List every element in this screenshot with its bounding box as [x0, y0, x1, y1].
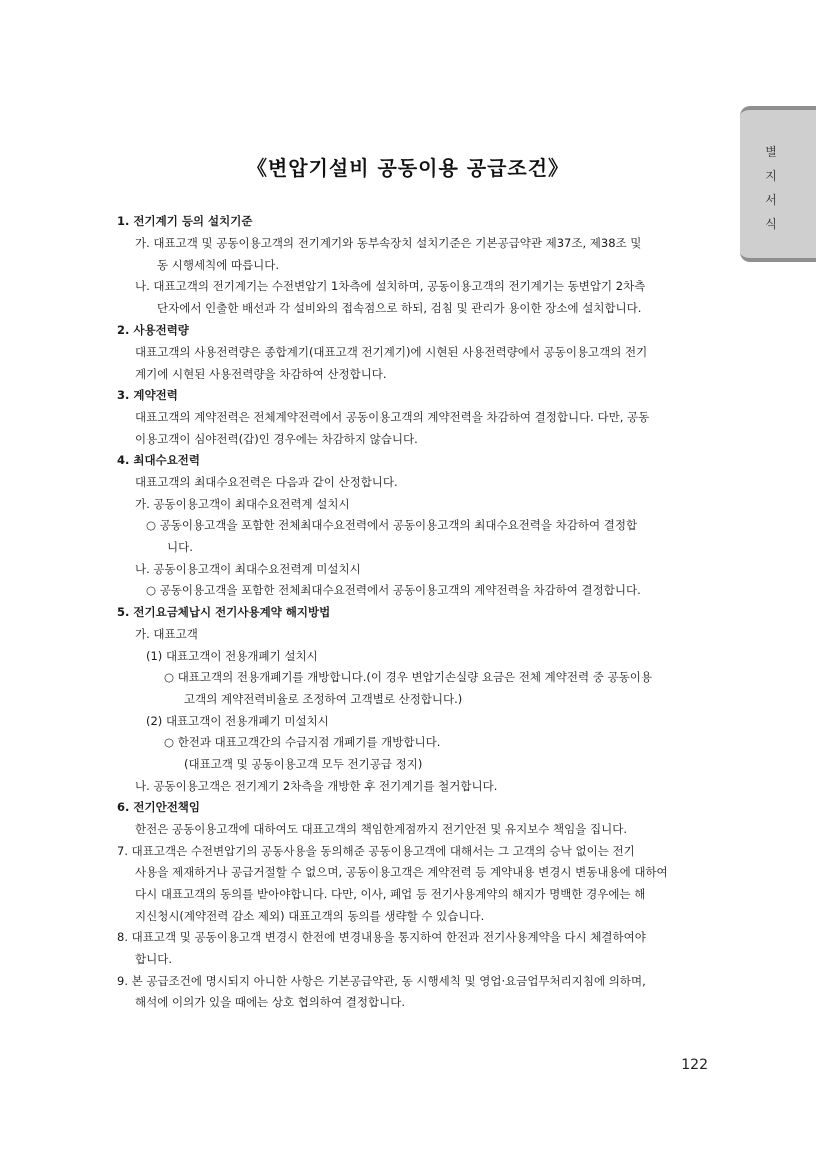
body-line: 다시 대표고객의 동의를 받아야합니다. 다만, 이사, 폐업 등 전기사용계약의 해지가 명백한 경우에는 해: [135, 887, 646, 901]
body-line: 사용을 제재하거나 공급거절할 수 없으며, 공동이용고객은 계약전력 등 계약내용 변경시 변동내용에 대하여: [135, 865, 668, 879]
side-tab-char: 지: [765, 169, 777, 183]
body-line: ○ 공동이용고객을 포함한 전체최대수요전력에서 공동이용고객의 최대수요전력을 차감하여 결정합: [146, 518, 638, 532]
body-line: 9. 본 공급조건에 명시되지 아니한 사항은 기본공급약관, 동 시행세칙 및 영업·요금업무처리지침에 의하며,: [117, 974, 646, 988]
body-line: 니다.: [167, 540, 193, 554]
body-line: 동 시행세칙에 따릅니다.: [157, 258, 280, 272]
side-tab-char: 식: [765, 217, 777, 231]
body-line: 대표고객의 최대수요전력은 다음과 같이 산정합니다.: [135, 475, 398, 489]
side-tab-char: 서: [765, 193, 777, 207]
body-line: 해석에 이의가 있을 때에는 상호 협의하여 결정합니다.: [135, 995, 405, 1009]
section-heading: 3. 계약전력: [117, 388, 178, 402]
body-line: 가. 공동이용고객이 최대수요전력계 설치시: [135, 497, 350, 511]
body-line: 나. 공동이용고객은 전기계기 2차측을 개방한 후 전기계기를 철거합니다.: [135, 779, 498, 793]
body-line: 합니다.: [135, 952, 172, 966]
body-line: ○ 한전과 대표고객간의 수급지점 개폐기를 개방합니다.: [164, 735, 441, 749]
body-line: 지신청시(계약전력 감소 제외) 대표고객의 동의를 생략할 수 있습니다.: [135, 909, 485, 923]
body-line: 단자에서 인출한 배선과 각 설비와의 접속점으로 하되, 검침 및 관리가 용이한 장소에 설치합니다.: [157, 301, 642, 315]
body-line: (1) 대표고객이 전용개폐기 설치시: [146, 649, 318, 663]
body-line: 8. 대표고객 및 공동이용고객 변경시 한전에 변경내용을 통지하여 한전과 전기사용계약을 다시 체결하여야: [117, 930, 646, 944]
body-line: 나. 대표고객의 전기계기는 수전변압기 1차측에 설치하며, 공동이용고객의 전기계기는 동변압기 2차측: [135, 279, 646, 293]
body-line: 한전은 공동이용고객에 대하여도 대표고객의 책임한계점까지 전기안전 및 유지보수 책임을 집니다.: [135, 822, 628, 836]
body-line: (2) 대표고객이 전용개폐기 미설치시: [146, 714, 329, 728]
section-heading: 1. 전기계기 등의 설치기준: [117, 214, 253, 228]
body-line: 이용고객이 심야전력(갑)인 경우에는 차감하지 않습니다.: [135, 432, 418, 446]
section-heading: 2. 사용전력량: [117, 323, 189, 337]
body-line: 고객의 계약전력비율로 조정하여 고객별로 산정합니다.): [184, 692, 463, 706]
body-line: (대표고객 및 공동이용고객 모두 전기공급 정지): [184, 757, 423, 771]
section-heading: 5. 전기요금체납시 전기사용계약 해지방법: [117, 605, 331, 619]
body-line: 가. 대표고객 및 공동이용고객의 전기계기와 동부속장치 설치기준은 기본공급약관 제37조, 제38조 및: [135, 236, 642, 250]
body-line: 가. 대표고객: [135, 627, 198, 641]
body-line: 나. 공동이용고객이 최대수요전력계 미설치시: [135, 562, 361, 576]
section-heading: 4. 최대수요전력: [117, 453, 201, 467]
body-line: ○ 공동이용고객을 포함한 전체최대수요전력에서 공동이용고객의 계약전력을 차감하여 결정합니다.: [146, 583, 641, 597]
body-line: 7. 대표고객은 수전변압기의 공동사용을 동의해준 공동이용고객에 대해서는 그 고객의 승낙 없이는 전기: [117, 844, 635, 858]
document-title: 《변압기설비 공동이용 공급조건》: [246, 156, 570, 180]
side-tab-char: 별: [765, 145, 777, 159]
page-number: 122: [681, 1057, 708, 1073]
body-line: 대표고객의 계약전력은 전체계약전력에서 공동이용고객의 계약전력을 차감하여 결정합니다. 다만, 공동: [135, 410, 650, 424]
body-line: ○ 대표고객의 전용개폐기를 개방합니다.(이 경우 변압기손실량 요금은 전체 계약전력 중 공동이용: [164, 670, 652, 684]
body-line: 대표고객의 사용전력량은 종합계기(대표고객 전기계기)에 시현된 사용전력량에서 공동이용고객의 전기: [135, 345, 648, 359]
appendix-side-tab: [740, 106, 816, 262]
body-line: 계기에 시현된 사용전력량을 차감하여 산정합니다.: [135, 367, 387, 381]
section-heading: 6. 전기안전책임: [117, 800, 201, 814]
